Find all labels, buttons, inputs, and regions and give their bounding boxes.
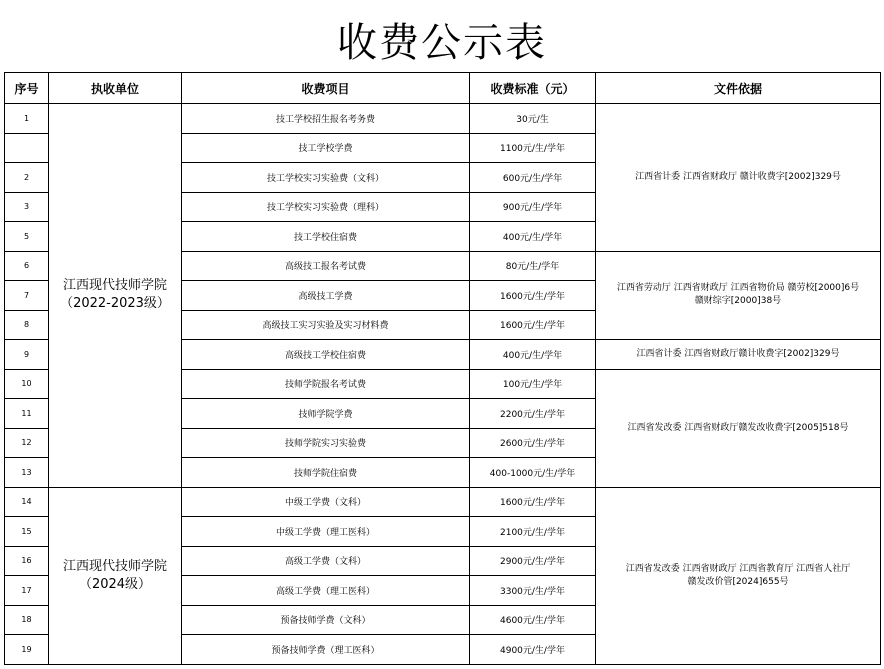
basis-text: 江西省发改委 江西省财政厅赣发改收费字[2005]518号: [627, 422, 849, 433]
row-no: 9: [5, 340, 49, 370]
row-no: 12: [5, 428, 49, 458]
basis-text: 江西省发改委 江西省财政厅 江西省教育厅 江西省人社厅: [625, 563, 851, 574]
row-no: 3: [5, 192, 49, 222]
basis-text: 赣财综字[2000]38号: [694, 296, 782, 307]
row-no: 18: [5, 605, 49, 635]
basis-text: 赣发改价管[2024]655号: [687, 576, 789, 587]
row-item: 高级技工学费: [182, 281, 470, 311]
row-standard: 2200元/生/学年: [470, 399, 596, 429]
row-standard: 80元/生/学年: [470, 251, 596, 281]
row-no: 16: [5, 546, 49, 576]
basis-text: 江西省计委 江西省财政厅赣计收费字[2002]329号: [636, 348, 840, 359]
row-standard: 400元/生/学年: [470, 340, 596, 370]
row-no: [5, 133, 49, 163]
row-item: 技师学院报名考试费: [182, 369, 470, 399]
row-standard: 100元/生/学年: [470, 369, 596, 399]
basis-text: 江西省计委 江西省财政厅 赣计收费字[2002]329号: [635, 171, 841, 182]
row-standard: 600元/生/学年: [470, 163, 596, 193]
row-standard: 30元/生: [470, 104, 596, 134]
header-unit: 执收单位: [49, 73, 182, 104]
row-item: 技师学院学费: [182, 399, 470, 429]
row-item: 技工学校招生报名考务费: [182, 104, 470, 134]
row-no: 19: [5, 635, 49, 665]
row-item: 技师学院住宿费: [182, 458, 470, 488]
unit-cell-2024: [49, 487, 182, 664]
row-standard: 4900元/生/学年: [470, 635, 596, 665]
row-item: 高级技工学校住宿费: [182, 340, 470, 370]
row-standard: 400-1000元/生/学年: [470, 458, 596, 488]
row-no: 10: [5, 369, 49, 399]
page-title: 收费公示表: [337, 20, 547, 66]
unit-grade: （2024级）: [78, 576, 152, 592]
row-standard: 2900元/生/学年: [470, 546, 596, 576]
row-no: 8: [5, 310, 49, 340]
row-no: 13: [5, 458, 49, 488]
row-no: 1: [5, 104, 49, 134]
row-no: 17: [5, 576, 49, 606]
row-standard: 3300元/生/学年: [470, 576, 596, 606]
row-no: 11: [5, 399, 49, 429]
row-item: 高级工学费（理工医科）: [182, 576, 470, 606]
header-item: 收费项目: [182, 73, 470, 104]
row-item: 中级工学费（理工医科）: [182, 517, 470, 547]
row-item: 预备技师学费（文科）: [182, 605, 470, 635]
row-item: 高级工学费（文科）: [182, 546, 470, 576]
row-standard: 1600元/生/学年: [470, 310, 596, 340]
basis-cell-3: [596, 340, 881, 370]
row-item: 高级技工报名考试费: [182, 251, 470, 281]
row-item: 技工学校实习实验费（理科）: [182, 192, 470, 222]
row-no: 7: [5, 281, 49, 311]
row-item: 技师学院实习实验费: [182, 428, 470, 458]
basis-cell-4: [596, 369, 881, 487]
row-standard: 2600元/生/学年: [470, 428, 596, 458]
row-item: 预备技师学费（理工医科）: [182, 635, 470, 665]
row-no: 2: [5, 163, 49, 193]
row-standard: 900元/生/学年: [470, 192, 596, 222]
row-standard: 1600元/生/学年: [470, 487, 596, 517]
row-no: 5: [5, 222, 49, 252]
row-item: 技工学校学费: [182, 133, 470, 163]
row-standard: 1600元/生/学年: [470, 281, 596, 311]
basis-cell-2: [596, 251, 881, 340]
header-row: [5, 73, 881, 104]
basis-text: 江西省劳动厅 江西省财政厅 江西省物价局 赣劳校[2000]6号: [616, 283, 860, 294]
row-standard: 2100元/生/学年: [470, 517, 596, 547]
row-no: 15: [5, 517, 49, 547]
header-standard: 收费标准（元）: [470, 73, 596, 104]
row-standard: 1100元/生/学年: [470, 133, 596, 163]
header-no: 序号: [5, 73, 49, 104]
basis-cell-1: [596, 104, 881, 252]
row-no: 14: [5, 487, 49, 517]
unit-name: 江西现代技师学院: [62, 278, 167, 294]
row-standard: 400元/生/学年: [470, 222, 596, 252]
table-row: [5, 104, 881, 134]
fee-table: [4, 72, 881, 665]
row-item: 技工学校实习实验费（文科）: [182, 163, 470, 193]
header-basis: 文件依据: [596, 73, 881, 104]
basis-cell-5: [596, 487, 881, 664]
unit-cell-2022: [49, 104, 182, 488]
row-standard: 4600元/生/学年: [470, 605, 596, 635]
unit-name: 江西现代技师学院: [62, 558, 167, 574]
unit-grade: （2022-2023级）: [60, 296, 170, 312]
row-item: 中级工学费（文科）: [182, 487, 470, 517]
row-item: 高级技工实习实验及实习材料费: [182, 310, 470, 340]
row-no: 6: [5, 251, 49, 281]
row-item: 技工学校住宿费: [182, 222, 470, 252]
table-row: [5, 487, 881, 517]
